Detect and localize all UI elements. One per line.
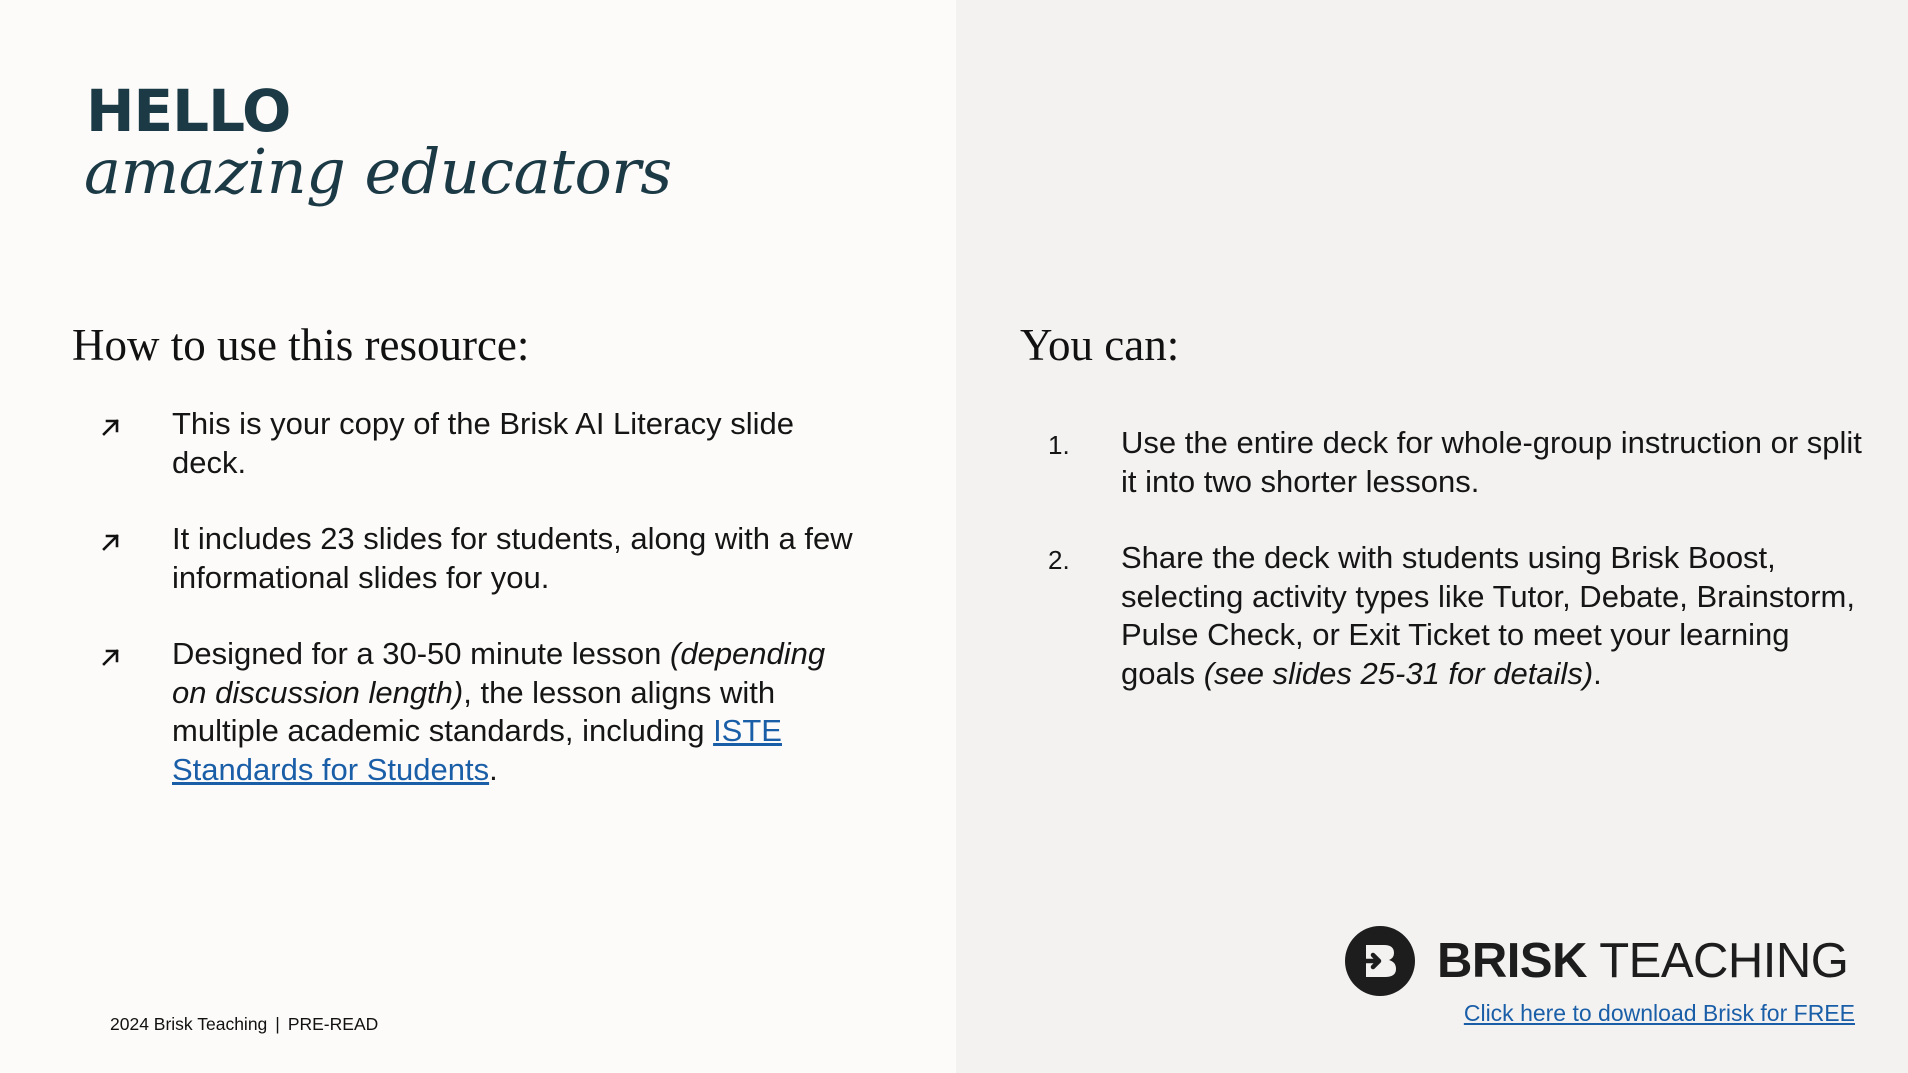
arrow-up-right-icon [100, 639, 124, 669]
list-text: Share the deck with students using Brisk Boost, selecting activity types like Tutor, Debate, Brainstorm, Pulse Check, or Exit Ticket to meet your learning goals [1121, 540, 1855, 691]
list-item [100, 405, 860, 482]
footer-copyright: 2024 Brisk Teaching [110, 1014, 268, 1034]
bullet-text: It includes 23 slides for students, along with a few informational slides for you. [172, 521, 853, 595]
list-text: . [1593, 655, 1602, 691]
resource-bullet-list [100, 405, 860, 827]
footer-separator: | [275, 1014, 280, 1034]
brand-name [1437, 933, 1849, 988]
you-can-heading: You can: [1020, 320, 1180, 370]
list-item [100, 520, 860, 597]
list-number: 1. [1048, 430, 1070, 460]
arrow-up-right-icon [100, 409, 124, 439]
brand-name-bold: BRISK [1437, 933, 1587, 988]
brand-name-rest: TEACHING [1599, 933, 1849, 988]
you-can-list [1048, 424, 1868, 731]
bullet-italic-text: (depending on discussion length) [172, 636, 826, 710]
how-to-use-heading: How to use this resource: [72, 320, 530, 370]
bullet-text: This is your copy of the Brisk AI Literacy slide deck. [172, 406, 794, 480]
list-text: Use the entire deck for whole-group instruction or split it into two shorter lessons. [1121, 425, 1862, 499]
list-item [100, 635, 860, 789]
bullet-text: Designed for a 30-50 minute lesson [172, 636, 671, 671]
list-number: 2. [1048, 545, 1070, 575]
bullet-text: . [489, 751, 498, 787]
bullet-text: , the lesson aligns with multiple academic standards, including [172, 674, 776, 748]
brisk-logo [1345, 926, 1848, 996]
iste-standards-link[interactable]: ISTE Standards for Students [172, 713, 782, 787]
list-item [1048, 424, 1868, 501]
subtitle: amazing educators [84, 135, 672, 208]
arrow-up-right-icon [100, 524, 124, 554]
footer [110, 1014, 378, 1035]
download-brisk-link[interactable]: Click here to download Brisk for FREE [1463, 1000, 1855, 1026]
list-italic-text: (see slides 25-31 for details) [1203, 655, 1594, 691]
hello-title: HELLO [86, 77, 291, 145]
footer-label: PRE-READ [287, 1014, 379, 1034]
brisk-logo-icon [1345, 926, 1415, 996]
list-item [1048, 539, 1868, 693]
